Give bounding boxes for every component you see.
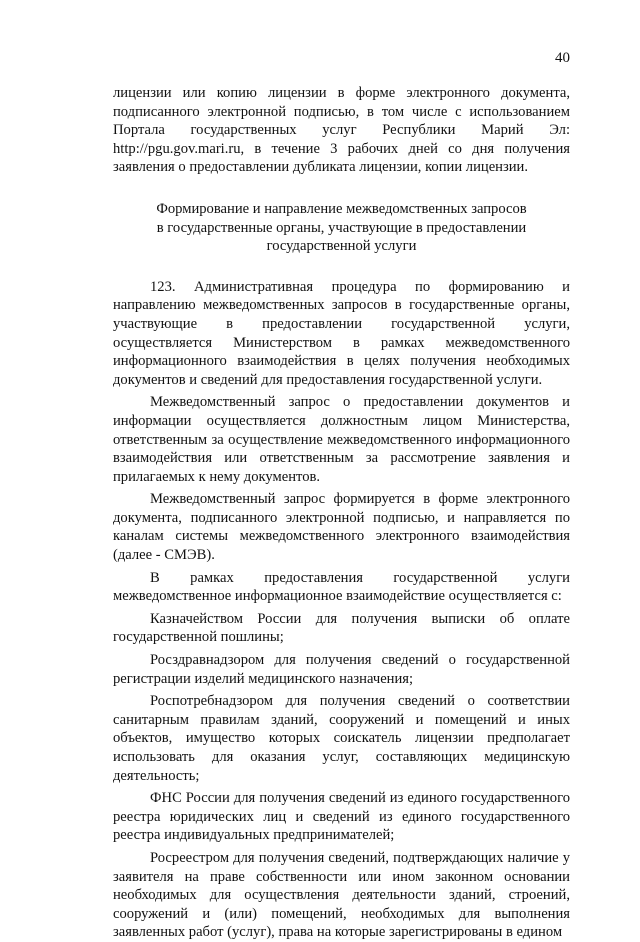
section-title-line: в государственные органы, участвующие в предоставлении — [156, 219, 527, 236]
paragraph-request-officer: Межведомственный запрос о предоставлении документов и информации осуществляется должностным лицом Министерства, ответственным за осуществление межведомственного информационного взаимодействия или ответственным за рассмотрение заявления и прилагаемых к нему документов. — [113, 394, 570, 485]
page-number: 40 — [555, 50, 570, 66]
intro-paragraph: лицензии или копию лицензии в форме электронного документа, подписанного электронной подписью, в том числе с использованием Портала государственных услуг Республики Марий Эл: http://pgu.gov.mari.ru, в течение 3 рабочих дней со дня получения заявления о предоставлении дубликата лицензии, копии лицензии. — [113, 85, 570, 176]
paragraph-roszdravnadzor: Росздравнадзором для получения сведений о государственной регистрации изделий медицинского назначения; — [113, 652, 570, 687]
paragraph-interaction-with: В рамках предоставления государственной услуги межведомственное информационное взаимодействие осуществляется с: — [113, 569, 570, 605]
paragraph-request-format: Межведомственный запрос формируется в форме электронного документа, подписанного электронной подписью, и направляется по каналам системы межведомственного электронного взаимодействия (далее - СМЭВ). — [113, 491, 570, 564]
section-title — [113, 200, 570, 256]
paragraph-123: 123. Административная процедура по формированию и направлению межведомственных запросов в государственные органы, участвующие в предоставлении государственной услуги, осуществляется Министерством в рамках межведомственного информационного взаимодействия в целях получения необходимых документов и сведений для предоставления государственной услуги. — [113, 278, 570, 388]
page-content — [113, 84, 570, 942]
paragraph-rospotrebnadzor: Роспотребнадзором для получения сведений о соответствии санитарным правилам зданий, сооружений и помещений и иных объектов, имущество которых соискатель лицензии предполагает использовать для оказания услуг, составляющих медицинскую деятельность; — [113, 693, 570, 784]
paragraph-fns: ФНС России для получения сведений из единого государственного реестра юридических лиц и сведений из единого государственного реестра индивидуальных предпринимателей; — [113, 790, 570, 844]
paragraph-treasury: Казначейством России для получения выписки об оплате государственной пошлины; — [113, 610, 570, 646]
paragraph-rosreestr: Росреестром для получения сведений, подтверждающих наличие у заявителя на праве собственности или ином законном основании необходимых для осуществления деятельности зданий, строений, сооружений и (или) помещений, необходимых для выполнения заявленных работ (услуг), права на которые зарегистрированы в едином — [113, 849, 570, 941]
section-title-line: государственной услуги — [266, 238, 417, 255]
section-title-line: Формирование и направление межведомственных запросов — [156, 200, 527, 217]
